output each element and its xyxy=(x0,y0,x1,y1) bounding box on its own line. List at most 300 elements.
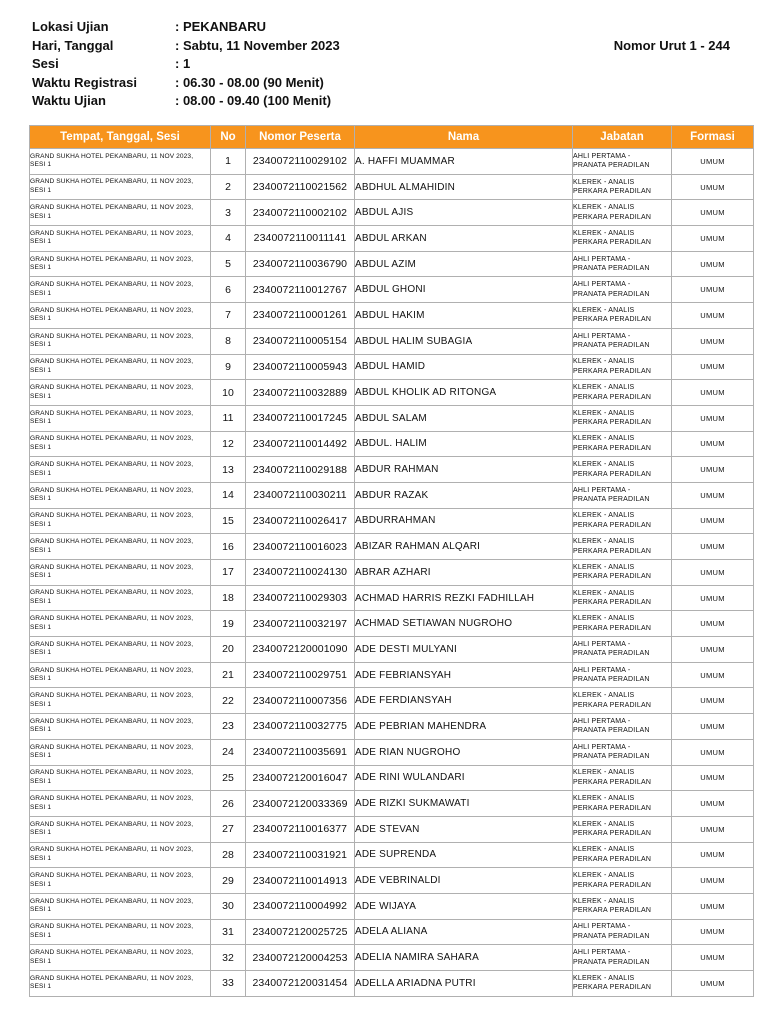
cell-nama: ABDUL HAKIM xyxy=(355,303,573,329)
jabatan-line-1: KLEREK - ANALIS xyxy=(573,846,635,854)
registrasi-row xyxy=(32,74,738,93)
cell-no: 14 xyxy=(211,482,246,508)
cell-nomor-peserta: 2340072110002102 xyxy=(246,200,355,226)
cell-nama: ADELLA ARIADNA PUTRI xyxy=(355,971,573,997)
cell-nomor-peserta: 2340072120016047 xyxy=(246,765,355,791)
cell-formasi: UMUM xyxy=(672,380,754,406)
jabatan-line-2: PERKARA PERADILAN xyxy=(573,830,652,838)
cell-nomor-peserta: 2340072110029188 xyxy=(246,457,355,483)
table-row xyxy=(30,893,754,919)
cell-jabatan xyxy=(573,919,672,945)
cell-formasi: UMUM xyxy=(672,431,754,457)
cell-formasi: UMUM xyxy=(672,226,754,252)
cell-tempat: GRAND SUKHA HOTEL PEKANBARU, 11 NOV 2023, SESI 1 xyxy=(30,482,211,508)
cell-tempat: GRAND SUKHA HOTEL PEKANBARU, 11 NOV 2023, SESI 1 xyxy=(30,688,211,714)
sesi-label: Sesi xyxy=(32,56,59,71)
registrasi-label: Waktu Registrasi xyxy=(32,74,137,90)
cell-formasi: UMUM xyxy=(672,662,754,688)
jabatan-line-2: PERKARA PERADILAN xyxy=(573,419,652,427)
jabatan-line-2: PRANATA PERADILAN xyxy=(573,958,650,966)
cell-no: 26 xyxy=(211,791,246,817)
col-header-jabatan: Jabatan xyxy=(573,126,672,149)
table-row xyxy=(30,200,754,226)
jabatan-line-1: AHLI PERTAMA - xyxy=(573,332,631,340)
jabatan-line-1: AHLI PERTAMA - xyxy=(573,281,631,289)
table-row xyxy=(30,868,754,894)
cell-tempat: GRAND SUKHA HOTEL PEKANBARU, 11 NOV 2023, SESI 1 xyxy=(30,200,211,226)
col-header-nama: Nama xyxy=(355,126,573,149)
cell-nama: ABDUR RAHMAN xyxy=(355,457,573,483)
cell-formasi: UMUM xyxy=(672,277,754,303)
cell-nama: ADELIA NAMIRA SAHARA xyxy=(355,945,573,971)
cell-no: 17 xyxy=(211,560,246,586)
table-row xyxy=(30,251,754,277)
table-row xyxy=(30,919,754,945)
jabatan-line-1: KLEREK - ANALIS xyxy=(573,306,635,314)
cell-nama: ABDUL HALIM SUBAGIA xyxy=(355,328,573,354)
cell-tempat: GRAND SUKHA HOTEL PEKANBARU, 11 NOV 2023, SESI 1 xyxy=(30,534,211,560)
jabatan-line-2: PERKARA PERADILAN xyxy=(573,470,652,478)
cell-nama: ADE FEBRIANSYAH xyxy=(355,662,573,688)
cell-no: 32 xyxy=(211,945,246,971)
table-row xyxy=(30,226,754,252)
jabatan-line-2: PERKARA PERADILAN xyxy=(573,393,652,401)
cell-jabatan xyxy=(573,816,672,842)
table-row xyxy=(30,945,754,971)
jabatan-line-2: PRANATA PERADILAN xyxy=(573,932,650,940)
cell-no: 16 xyxy=(211,534,246,560)
jabatan-line-2: PERKARA PERADILAN xyxy=(573,778,652,786)
cell-jabatan xyxy=(573,585,672,611)
jabatan-line-2: PRANATA PERADILAN xyxy=(573,342,650,350)
cell-formasi: UMUM xyxy=(672,200,754,226)
jabatan-line-1: KLEREK - ANALIS xyxy=(573,178,635,186)
cell-tempat: GRAND SUKHA HOTEL PEKANBARU, 11 NOV 2023, SESI 1 xyxy=(30,277,211,303)
ujian-value: : 08.00 - 09.40 (100 Menit) xyxy=(175,93,332,108)
cell-nama: ADE STEVAN xyxy=(355,816,573,842)
table-row xyxy=(30,457,754,483)
jabatan-line-2: PERKARA PERADILAN xyxy=(573,907,652,915)
jabatan-line-2: PERKARA PERADILAN xyxy=(573,701,652,709)
cell-nama: ABDUL HAMID xyxy=(355,354,573,380)
cell-nama: ADE PEBRIAN MAHENDRA xyxy=(355,714,573,740)
cell-tempat: GRAND SUKHA HOTEL PEKANBARU, 11 NOV 2023, SESI 1 xyxy=(30,431,211,457)
jabatan-line-1: KLEREK - ANALIS xyxy=(573,769,635,777)
cell-nama: ACHMAD HARRIS REZKI FADHILLAH xyxy=(355,585,573,611)
cell-formasi: UMUM xyxy=(672,893,754,919)
cell-tempat: GRAND SUKHA HOTEL PEKANBARU, 11 NOV 2023, SESI 1 xyxy=(30,354,211,380)
cell-formasi: UMUM xyxy=(672,868,754,894)
cell-no: 19 xyxy=(211,611,246,637)
cell-formasi: UMUM xyxy=(672,534,754,560)
table-row xyxy=(30,277,754,303)
cell-nama: ABDUL ARKAN xyxy=(355,226,573,252)
cell-no: 23 xyxy=(211,714,246,740)
cell-nama: ACHMAD SETIAWAN NUGROHO xyxy=(355,611,573,637)
cell-tempat: GRAND SUKHA HOTEL PEKANBARU, 11 NOV 2023, SESI 1 xyxy=(30,919,211,945)
cell-jabatan xyxy=(573,328,672,354)
cell-formasi: UMUM xyxy=(672,354,754,380)
jabatan-line-2: PERKARA PERADILAN xyxy=(573,367,652,375)
cell-no: 20 xyxy=(211,637,246,663)
cell-formasi: UMUM xyxy=(672,560,754,586)
table-row xyxy=(30,842,754,868)
cell-nomor-peserta: 2340072110024130 xyxy=(246,560,355,586)
cell-tempat: GRAND SUKHA HOTEL PEKANBARU, 11 NOV 2023, SESI 1 xyxy=(30,508,211,534)
cell-nomor-peserta: 2340072110032197 xyxy=(246,611,355,637)
jabatan-line-2: PRANATA PERADILAN xyxy=(573,650,650,658)
jabatan-line-2: PERKARA PERADILAN xyxy=(573,547,652,555)
cell-formasi: UMUM xyxy=(672,303,754,329)
cell-nomor-peserta: 2340072120025725 xyxy=(246,919,355,945)
cell-no: 30 xyxy=(211,893,246,919)
cell-formasi: UMUM xyxy=(672,971,754,997)
cell-formasi: UMUM xyxy=(672,791,754,817)
jabatan-line-1: KLEREK - ANALIS xyxy=(573,974,635,982)
cell-tempat: GRAND SUKHA HOTEL PEKANBARU, 11 NOV 2023, SESI 1 xyxy=(30,328,211,354)
cell-nomor-peserta: 2340072120001090 xyxy=(246,637,355,663)
cell-tempat: GRAND SUKHA HOTEL PEKANBARU, 11 NOV 2023, SESI 1 xyxy=(30,842,211,868)
cell-nama: ABRAR AZHARI xyxy=(355,560,573,586)
cell-nama: ADE RIZKI SUKMAWATI xyxy=(355,791,573,817)
cell-jabatan xyxy=(573,200,672,226)
cell-nomor-peserta: 2340072110016377 xyxy=(246,816,355,842)
cell-tempat: GRAND SUKHA HOTEL PEKANBARU, 11 NOV 2023, SESI 1 xyxy=(30,662,211,688)
table-row xyxy=(30,560,754,586)
cell-jabatan xyxy=(573,534,672,560)
cell-nama: ADE VEBRINALDI xyxy=(355,868,573,894)
cell-no: 3 xyxy=(211,200,246,226)
cell-nama: ADE SUPRENDA xyxy=(355,842,573,868)
cell-tempat: GRAND SUKHA HOTEL PEKANBARU, 11 NOV 2023, SESI 1 xyxy=(30,149,211,175)
cell-nomor-peserta: 2340072120031454 xyxy=(246,971,355,997)
lokasi-value: : PEKANBARU xyxy=(175,19,266,34)
ujian-label: Waktu Ujian xyxy=(32,93,106,108)
cell-jabatan xyxy=(573,431,672,457)
table-row xyxy=(30,637,754,663)
cell-nama: ABIZAR RAHMAN ALQARI xyxy=(355,534,573,560)
jabatan-line-2: PERKARA PERADILAN xyxy=(573,188,652,196)
jabatan-line-1: AHLI PERTAMA - xyxy=(573,640,631,648)
cell-tempat: GRAND SUKHA HOTEL PEKANBARU, 11 NOV 2023, SESI 1 xyxy=(30,765,211,791)
table-row xyxy=(30,174,754,200)
jabatan-line-1: AHLI PERTAMA - xyxy=(573,486,631,494)
cell-nomor-peserta: 2340072110004992 xyxy=(246,893,355,919)
cell-nomor-peserta: 2340072110011141 xyxy=(246,226,355,252)
cell-nomor-peserta: 2340072110005154 xyxy=(246,328,355,354)
lokasi-row xyxy=(32,18,738,37)
table-row xyxy=(30,354,754,380)
jabatan-line-2: PERKARA PERADILAN xyxy=(573,239,652,247)
cell-formasi: UMUM xyxy=(672,251,754,277)
cell-formasi: UMUM xyxy=(672,816,754,842)
cell-jabatan xyxy=(573,791,672,817)
cell-no: 29 xyxy=(211,868,246,894)
cell-tempat: GRAND SUKHA HOTEL PEKANBARU, 11 NOV 2023, SESI 1 xyxy=(30,791,211,817)
jabatan-line-2: PRANATA PERADILAN xyxy=(573,753,650,761)
ujian-row xyxy=(32,92,738,111)
cell-formasi: UMUM xyxy=(672,457,754,483)
cell-jabatan xyxy=(573,714,672,740)
jabatan-line-1: KLEREK - ANALIS xyxy=(573,384,635,392)
cell-tempat: GRAND SUKHA HOTEL PEKANBARU, 11 NOV 2023, SESI 1 xyxy=(30,560,211,586)
cell-nomor-peserta: 2340072120004253 xyxy=(246,945,355,971)
cell-nama: ABDUL AJIS xyxy=(355,200,573,226)
cell-formasi: UMUM xyxy=(672,482,754,508)
jabatan-line-1: KLEREK - ANALIS xyxy=(573,589,635,597)
table-row xyxy=(30,816,754,842)
cell-tempat: GRAND SUKHA HOTEL PEKANBARU, 11 NOV 2023, SESI 1 xyxy=(30,585,211,611)
hari-label: Hari, Tanggal xyxy=(32,37,114,53)
cell-jabatan xyxy=(573,405,672,431)
jabatan-line-1: KLEREK - ANALIS xyxy=(573,512,635,520)
cell-tempat: GRAND SUKHA HOTEL PEKANBARU, 11 NOV 2023, SESI 1 xyxy=(30,611,211,637)
cell-nomor-peserta: 2340072110032775 xyxy=(246,714,355,740)
cell-no: 6 xyxy=(211,277,246,303)
table-row xyxy=(30,508,754,534)
cell-nama: A. HAFFI MUAMMAR xyxy=(355,149,573,175)
cell-nama: ABDUL. HALIM xyxy=(355,431,573,457)
cell-no: 7 xyxy=(211,303,246,329)
cell-nama: ADELA ALIANA xyxy=(355,919,573,945)
table-row xyxy=(30,791,754,817)
cell-jabatan xyxy=(573,482,672,508)
cell-no: 22 xyxy=(211,688,246,714)
table-row xyxy=(30,149,754,175)
jabatan-line-1: KLEREK - ANALIS xyxy=(573,229,635,237)
jabatan-line-1: KLEREK - ANALIS xyxy=(573,435,635,443)
jabatan-line-2: PRANATA PERADILAN xyxy=(573,162,650,170)
jabatan-line-1: KLEREK - ANALIS xyxy=(573,692,635,700)
cell-tempat: GRAND SUKHA HOTEL PEKANBARU, 11 NOV 2023, SESI 1 xyxy=(30,637,211,663)
cell-jabatan xyxy=(573,149,672,175)
cell-no: 10 xyxy=(211,380,246,406)
cell-nama: ADE RINI WULANDARI xyxy=(355,765,573,791)
cell-tempat: GRAND SUKHA HOTEL PEKANBARU, 11 NOV 2023, SESI 1 xyxy=(30,405,211,431)
cell-jabatan xyxy=(573,893,672,919)
cell-formasi: UMUM xyxy=(672,508,754,534)
jabatan-line-2: PERKARA PERADILAN xyxy=(573,855,652,863)
cell-tempat: GRAND SUKHA HOTEL PEKANBARU, 11 NOV 2023, SESI 1 xyxy=(30,739,211,765)
cell-no: 13 xyxy=(211,457,246,483)
cell-jabatan xyxy=(573,688,672,714)
cell-jabatan xyxy=(573,457,672,483)
cell-tempat: GRAND SUKHA HOTEL PEKANBARU, 11 NOV 2023, SESI 1 xyxy=(30,380,211,406)
table-row xyxy=(30,662,754,688)
jabatan-line-2: PERKARA PERADILAN xyxy=(573,804,652,812)
cell-nama: ABDHUL ALMAHIDIN xyxy=(355,174,573,200)
cell-no: 2 xyxy=(211,174,246,200)
cell-nomor-peserta: 2340072110032889 xyxy=(246,380,355,406)
cell-tempat: GRAND SUKHA HOTEL PEKANBARU, 11 NOV 2023, SESI 1 xyxy=(30,971,211,997)
cell-formasi: UMUM xyxy=(672,919,754,945)
jabatan-line-1: KLEREK - ANALIS xyxy=(573,820,635,828)
cell-no: 5 xyxy=(211,251,246,277)
cell-formasi: UMUM xyxy=(672,765,754,791)
cell-nama: ABDUL GHONI xyxy=(355,277,573,303)
cell-tempat: GRAND SUKHA HOTEL PEKANBARU, 11 NOV 2023, SESI 1 xyxy=(30,868,211,894)
jabatan-line-1: KLEREK - ANALIS xyxy=(573,615,635,623)
cell-nama: ADE DESTI MULYANI xyxy=(355,637,573,663)
hari-row xyxy=(32,37,738,56)
cell-tempat: GRAND SUKHA HOTEL PEKANBARU, 11 NOV 2023, SESI 1 xyxy=(30,251,211,277)
cell-jabatan xyxy=(573,277,672,303)
cell-jabatan xyxy=(573,739,672,765)
cell-no: 25 xyxy=(211,765,246,791)
cell-no: 1 xyxy=(211,149,246,175)
cell-nomor-peserta: 2340072120033369 xyxy=(246,791,355,817)
col-header-tempat: Tempat, Tanggal, Sesi xyxy=(30,126,211,149)
jabatan-line-2: PERKARA PERADILAN xyxy=(573,984,652,992)
col-header-no: No xyxy=(211,126,246,149)
cell-jabatan xyxy=(573,842,672,868)
cell-nomor-peserta: 2340072110036790 xyxy=(246,251,355,277)
cell-nomor-peserta: 2340072110029102 xyxy=(246,149,355,175)
jabatan-line-1: AHLI PERTAMA - xyxy=(573,949,631,957)
jabatan-line-2: PRANATA PERADILAN xyxy=(573,496,650,504)
cell-no: 24 xyxy=(211,739,246,765)
cell-nomor-peserta: 2340072110017245 xyxy=(246,405,355,431)
sesi-row xyxy=(32,55,738,74)
cell-jabatan xyxy=(573,560,672,586)
lokasi-label: Lokasi Ujian xyxy=(32,19,109,34)
cell-jabatan xyxy=(573,637,672,663)
cell-nomor-peserta: 2340072110030211 xyxy=(246,482,355,508)
jabatan-line-1: KLEREK - ANALIS xyxy=(573,461,635,469)
cell-formasi: UMUM xyxy=(672,637,754,663)
cell-no: 28 xyxy=(211,842,246,868)
jabatan-line-1: AHLI PERTAMA - xyxy=(573,666,631,674)
cell-nomor-peserta: 2340072110016023 xyxy=(246,534,355,560)
cell-nomor-peserta: 2340072110029303 xyxy=(246,585,355,611)
cell-tempat: GRAND SUKHA HOTEL PEKANBARU, 11 NOV 2023, SESI 1 xyxy=(30,457,211,483)
cell-no: 27 xyxy=(211,816,246,842)
jabatan-line-1: KLEREK - ANALIS xyxy=(573,538,635,546)
jabatan-line-1: KLEREK - ANALIS xyxy=(573,563,635,571)
cell-no: 18 xyxy=(211,585,246,611)
table-row xyxy=(30,405,754,431)
cell-no: 12 xyxy=(211,431,246,457)
exam-info-header xyxy=(32,18,738,111)
cell-no: 4 xyxy=(211,226,246,252)
table-row xyxy=(30,534,754,560)
cell-nomor-peserta: 2340072110005943 xyxy=(246,354,355,380)
cell-no: 33 xyxy=(211,971,246,997)
cell-formasi: UMUM xyxy=(672,405,754,431)
cell-jabatan xyxy=(573,508,672,534)
cell-no: 31 xyxy=(211,919,246,945)
cell-nama: ADE RIAN NUGROHO xyxy=(355,739,573,765)
table-row xyxy=(30,380,754,406)
cell-tempat: GRAND SUKHA HOTEL PEKANBARU, 11 NOV 2023, SESI 1 xyxy=(30,945,211,971)
table-row xyxy=(30,482,754,508)
cell-nomor-peserta: 2340072110014492 xyxy=(246,431,355,457)
col-header-formasi: Formasi xyxy=(672,126,754,149)
cell-nomor-peserta: 2340072110007356 xyxy=(246,688,355,714)
cell-formasi: UMUM xyxy=(672,585,754,611)
cell-formasi: UMUM xyxy=(672,328,754,354)
cell-jabatan xyxy=(573,765,672,791)
cell-jabatan xyxy=(573,354,672,380)
sesi-value: : 1 xyxy=(175,56,191,71)
jabatan-line-2: PERKARA PERADILAN xyxy=(573,444,652,452)
cell-no: 11 xyxy=(211,405,246,431)
cell-jabatan xyxy=(573,226,672,252)
cell-jabatan xyxy=(573,662,672,688)
cell-formasi: UMUM xyxy=(672,714,754,740)
jabatan-line-1: AHLI PERTAMA - xyxy=(573,923,631,931)
jabatan-line-2: PERKARA PERADILAN xyxy=(573,624,652,632)
jabatan-line-1: KLEREK - ANALIS xyxy=(573,204,635,212)
jabatan-line-2: PERKARA PERADILAN xyxy=(573,881,652,889)
cell-jabatan xyxy=(573,303,672,329)
cell-nama: ABDURRAHMAN xyxy=(355,508,573,534)
cell-jabatan xyxy=(573,945,672,971)
nomor-urut: Nomor Urut 1 - 244 xyxy=(613,37,730,53)
jabatan-line-2: PERKARA PERADILAN xyxy=(573,316,652,324)
jabatan-line-1: AHLI PERTAMA - xyxy=(573,152,631,160)
cell-nama: ADE FERDIANSYAH xyxy=(355,688,573,714)
cell-no: 15 xyxy=(211,508,246,534)
cell-tempat: GRAND SUKHA HOTEL PEKANBARU, 11 NOV 2023, SESI 1 xyxy=(30,174,211,200)
table-row xyxy=(30,431,754,457)
cell-nama: ABDUL KHOLIK AD RITONGA xyxy=(355,380,573,406)
cell-tempat: GRAND SUKHA HOTEL PEKANBARU, 11 NOV 2023, SESI 1 xyxy=(30,714,211,740)
table-row xyxy=(30,714,754,740)
cell-nomor-peserta: 2340072110035691 xyxy=(246,739,355,765)
cell-tempat: GRAND SUKHA HOTEL PEKANBARU, 11 NOV 2023, SESI 1 xyxy=(30,816,211,842)
jabatan-line-2: PERKARA PERADILAN xyxy=(573,599,652,607)
cell-jabatan xyxy=(573,251,672,277)
cell-formasi: UMUM xyxy=(672,611,754,637)
cell-no: 9 xyxy=(211,354,246,380)
cell-jabatan xyxy=(573,174,672,200)
cell-nama: ABDUL SALAM xyxy=(355,405,573,431)
cell-no: 8 xyxy=(211,328,246,354)
jabatan-line-1: AHLI PERTAMA - xyxy=(573,255,631,263)
cell-nomor-peserta: 2340072110021562 xyxy=(246,174,355,200)
col-header-nomor-peserta: Nomor Peserta xyxy=(246,126,355,149)
registrasi-value: : 06.30 - 08.00 (90 Menit) xyxy=(175,74,324,90)
cell-jabatan xyxy=(573,868,672,894)
cell-formasi: UMUM xyxy=(672,945,754,971)
jabatan-line-2: PRANATA PERADILAN xyxy=(573,290,650,298)
jabatan-line-1: KLEREK - ANALIS xyxy=(573,872,635,880)
cell-nomor-peserta: 2340072110012767 xyxy=(246,277,355,303)
jabatan-line-2: PERKARA PERADILAN xyxy=(573,573,652,581)
cell-formasi: UMUM xyxy=(672,174,754,200)
jabatan-line-2: PERKARA PERADILAN xyxy=(573,521,652,529)
cell-tempat: GRAND SUKHA HOTEL PEKANBARU, 11 NOV 2023, SESI 1 xyxy=(30,226,211,252)
table-row xyxy=(30,328,754,354)
cell-nama: ABDUR RAZAK xyxy=(355,482,573,508)
jabatan-line-1: AHLI PERTAMA - xyxy=(573,717,631,725)
cell-nomor-peserta: 2340072110026417 xyxy=(246,508,355,534)
participant-table xyxy=(29,125,754,997)
table-header-row xyxy=(30,126,754,149)
cell-nama: ABDUL AZIM xyxy=(355,251,573,277)
cell-nomor-peserta: 2340072110014913 xyxy=(246,868,355,894)
cell-no: 21 xyxy=(211,662,246,688)
table-row xyxy=(30,585,754,611)
jabatan-line-2: PRANATA PERADILAN xyxy=(573,727,650,735)
cell-jabatan xyxy=(573,380,672,406)
jabatan-line-2: PRANATA PERADILAN xyxy=(573,676,650,684)
cell-formasi: UMUM xyxy=(672,739,754,765)
jabatan-line-2: PERKARA PERADILAN xyxy=(573,213,652,221)
cell-nama: ADE WIJAYA xyxy=(355,893,573,919)
cell-nomor-peserta: 2340072110001261 xyxy=(246,303,355,329)
